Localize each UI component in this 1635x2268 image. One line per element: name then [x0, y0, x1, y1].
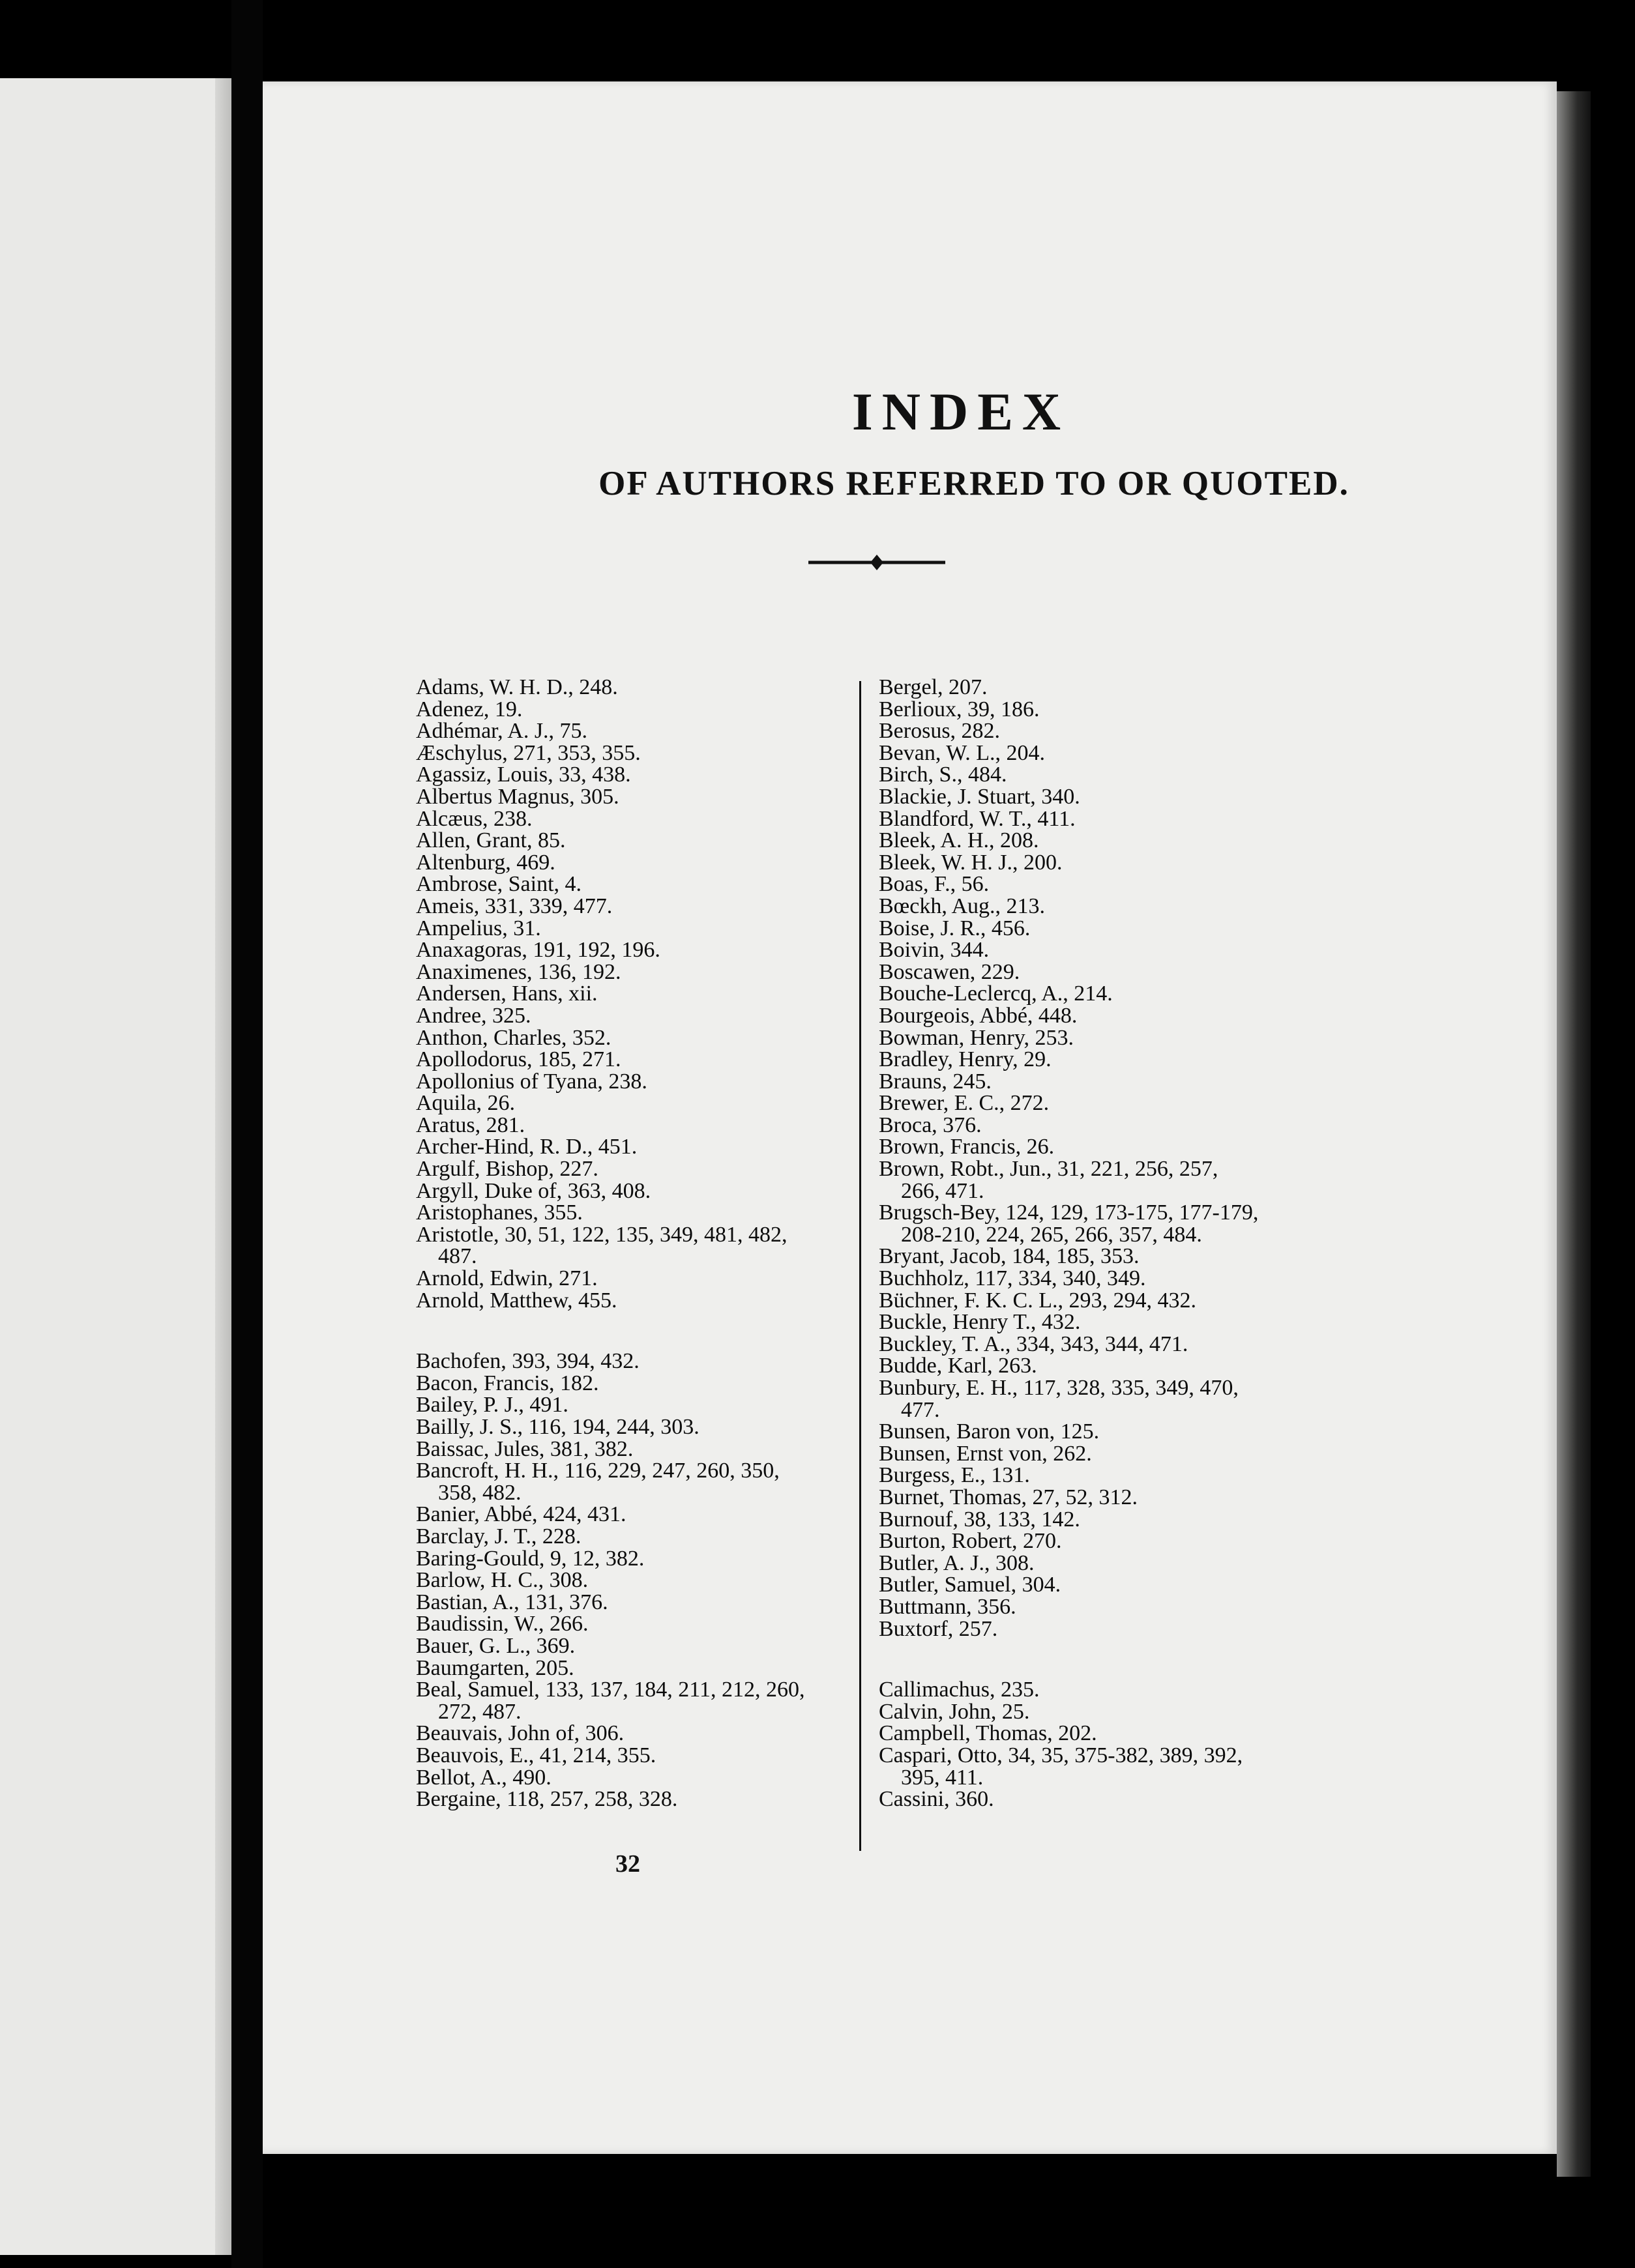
index-entry: Butler, A. J., 308.	[879, 1550, 1035, 1575]
index-entry: Ambrose, Saint, 4.	[416, 872, 582, 897]
index-entry: Anaximenes, 136, 192.	[416, 959, 621, 984]
index-entry: Apollodorus, 185, 271.	[416, 1047, 621, 1072]
index-entry: Blandford, W. T., 411.	[879, 806, 1076, 831]
index-entry: Bunsen, Ernst von, 262.	[879, 1441, 1092, 1466]
index-entry: Bœckh, Aug., 213.	[879, 894, 1045, 918]
index-column-right	[879, 676, 1296, 1810]
page-subtitle: OF AUTHORS REFERRED TO OR QUOTED.	[598, 465, 1349, 502]
index-entry: Berlioux, 39, 186.	[879, 697, 1040, 721]
index-entry: 395, 411.	[901, 1765, 984, 1790]
index-entry: Büchner, F. K. C. L., 293, 294, 432.	[879, 1288, 1197, 1313]
index-entry: Æschylus, 271, 353, 355.	[416, 740, 641, 765]
index-entry: Adams, W. H. D., 248.	[416, 675, 618, 699]
index-entry: Bailey, P. J., 491.	[416, 1393, 568, 1418]
index-entry: Albertus Magnus, 305.	[416, 784, 619, 809]
index-entry: Beauvois, E., 41, 214, 355.	[416, 1743, 656, 1767]
index-entry: Altenburg, 469.	[416, 850, 555, 875]
index-entry: 487.	[438, 1244, 477, 1269]
index-entry: Bergaine, 118, 257, 258, 328.	[416, 1787, 678, 1812]
index-entry: Bachofen, 393, 394, 432.	[416, 1349, 640, 1374]
index-entry: Allen, Grant, 85.	[416, 828, 566, 853]
index-entry: Alcæus, 238.	[416, 806, 533, 831]
index-entry: Bleek, A. H., 208.	[879, 828, 1039, 853]
index-entry: Burton, Robert, 270.	[879, 1529, 1062, 1554]
index-entry: Brewer, E. C., 272.	[879, 1091, 1050, 1116]
index-entry: Brauns, 245.	[879, 1069, 992, 1094]
index-entry: Boas, F., 56.	[879, 872, 990, 897]
index-entry: Burnouf, 38, 133, 142.	[879, 1507, 1080, 1532]
index-column-left	[416, 676, 859, 1810]
index-entry: Argyll, Duke of, 363, 408.	[416, 1178, 651, 1203]
index-entry: Aquila, 26.	[416, 1091, 516, 1116]
index-entry: Burgess, E., 131.	[879, 1463, 1030, 1488]
index-entry: Bradley, Henry, 29.	[879, 1047, 1052, 1072]
index-entry: Boscawen, 229.	[879, 959, 1020, 984]
index-entry: Barclay, J. T., 228.	[416, 1524, 582, 1548]
index-entry: Andree, 325.	[416, 1003, 531, 1028]
index-entry: Baissac, Jules, 381, 382.	[416, 1436, 634, 1461]
index-entry: 272, 487.	[438, 1699, 522, 1724]
index-entry: Banier, Abbé, 424, 431.	[416, 1502, 626, 1527]
index-entry: Bourgeois, Abbé, 448.	[879, 1003, 1078, 1028]
index-entry: Bunsen, Baron von, 125.	[879, 1419, 1100, 1444]
index-entry: Calvin, John, 25.	[879, 1699, 1030, 1724]
index-entry: Apollonius of Tyana, 238.	[416, 1069, 647, 1094]
index-entry: Ampelius, 31.	[416, 916, 541, 940]
index-entry: Arnold, Edwin, 271.	[416, 1266, 598, 1291]
index-entry: Burnet, Thomas, 27, 52, 312.	[879, 1485, 1138, 1509]
index-entry: Budde, Karl, 263.	[879, 1354, 1037, 1378]
index-entry: Argulf, Bishop, 227.	[416, 1157, 598, 1182]
index-entry: Caspari, Otto, 34, 35, 375-382, 389, 392,	[879, 1743, 1243, 1767]
index-entry: Buchholz, 117, 334, 340, 349.	[879, 1266, 1146, 1291]
index-entry: 477.	[901, 1397, 940, 1422]
index-entry: Aristophanes, 355.	[416, 1200, 583, 1225]
index-entry: Cassini, 360.	[879, 1787, 994, 1812]
page-title: INDEX	[851, 382, 1070, 441]
index-entry: Baumgarten, 205.	[416, 1655, 574, 1680]
index-entry: Broca, 376.	[879, 1112, 982, 1137]
index-entry: Bergel, 207.	[879, 675, 988, 699]
index-entry: Birch, S., 484.	[879, 763, 1007, 787]
index-entry: Callimachus, 235.	[879, 1678, 1040, 1702]
index-entry: Buttmann, 356.	[879, 1594, 1016, 1619]
index-entry: 208-210, 224, 265, 266, 357, 484.	[901, 1222, 1202, 1247]
index-entry: Ameis, 331, 339, 477.	[416, 894, 613, 918]
column-divider	[859, 681, 861, 1851]
index-entry: Campbell, Thomas, 202.	[879, 1721, 1097, 1746]
index-entry: Butler, Samuel, 304.	[879, 1573, 1061, 1597]
index-entry: Bauer, G. L., 369.	[416, 1633, 576, 1658]
index-entry: Andersen, Hans, xii.	[416, 981, 598, 1006]
page-number: 32	[615, 1850, 640, 1878]
index-entry: Bleek, W. H. J., 200.	[879, 850, 1063, 875]
index-entry: Bevan, W. L., 204.	[879, 740, 1045, 765]
index-entry: 358, 482.	[438, 1480, 522, 1505]
index-entry: Blackie, J. Stuart, 340.	[879, 784, 1080, 809]
index-entry: Buxtorf, 257.	[879, 1616, 998, 1641]
section-gap	[879, 1640, 1296, 1679]
index-entry: Arnold, Matthew, 455.	[416, 1288, 617, 1313]
index-entry: Boivin, 344.	[879, 938, 990, 963]
index-entry: Bouche-Leclercq, A., 214.	[879, 981, 1113, 1006]
section-gap	[416, 1311, 859, 1350]
index-entry: Bellot, A., 490.	[416, 1765, 552, 1790]
index-entry: Beal, Samuel, 133, 137, 184, 211, 212, 260,	[416, 1678, 805, 1702]
index-entry: Bancroft, H. H., 116, 229, 247, 260, 350,	[416, 1459, 780, 1483]
index-entry: Buckley, T. A., 334, 343, 344, 471.	[879, 1331, 1188, 1356]
index-entry: Archer-Hind, R. D., 451.	[416, 1135, 638, 1159]
index-entry: Aratus, 281.	[416, 1112, 525, 1137]
index-entry: Bowman, Henry, 253.	[879, 1025, 1074, 1050]
index-entry: Anthon, Charles, 352.	[416, 1025, 611, 1050]
book-gutter	[231, 0, 263, 2268]
index-entry: Buckle, Henry T., 432.	[879, 1310, 1081, 1335]
index-entry: Adenez, 19.	[416, 697, 523, 721]
index-entry: Brugsch-Bey, 124, 129, 173-175, 177-179,	[879, 1200, 1259, 1225]
index-entry: Bastian, A., 131, 376.	[416, 1590, 608, 1614]
index-entry: Bailly, J. S., 116, 194, 244, 303.	[416, 1415, 700, 1439]
index-entry: Adhémar, A. J., 75.	[416, 719, 588, 744]
index-entry: Aristotle, 30, 51, 122, 135, 349, 481, 482,	[416, 1222, 788, 1247]
ornament-divider-icon	[808, 549, 945, 575]
index-entry: Baring-Gould, 9, 12, 382.	[416, 1546, 645, 1571]
index-entry: Bunbury, E. H., 117, 328, 335, 349, 470,	[879, 1376, 1239, 1400]
index-entry: Berosus, 282.	[879, 719, 1001, 744]
index-entry: Beauvais, John of, 306.	[416, 1721, 625, 1746]
index-entry: Bacon, Francis, 182.	[416, 1371, 599, 1395]
index-entry: Agassiz, Louis, 33, 438.	[416, 763, 631, 787]
index-entry: Boise, J. R., 456.	[879, 916, 1031, 940]
index-entry: Brown, Robt., Jun., 31, 221, 256, 257,	[879, 1157, 1218, 1182]
index-entry: 266, 471.	[901, 1178, 984, 1203]
index-entry: Baudissin, W., 266.	[416, 1612, 589, 1636]
index-entry: Bryant, Jacob, 184, 185, 353.	[879, 1244, 1140, 1269]
index-entry: Brown, Francis, 26.	[879, 1135, 1055, 1159]
index-entry: Barlow, H. C., 308.	[416, 1568, 589, 1593]
index-entry: Anaxagoras, 191, 192, 196.	[416, 938, 660, 963]
